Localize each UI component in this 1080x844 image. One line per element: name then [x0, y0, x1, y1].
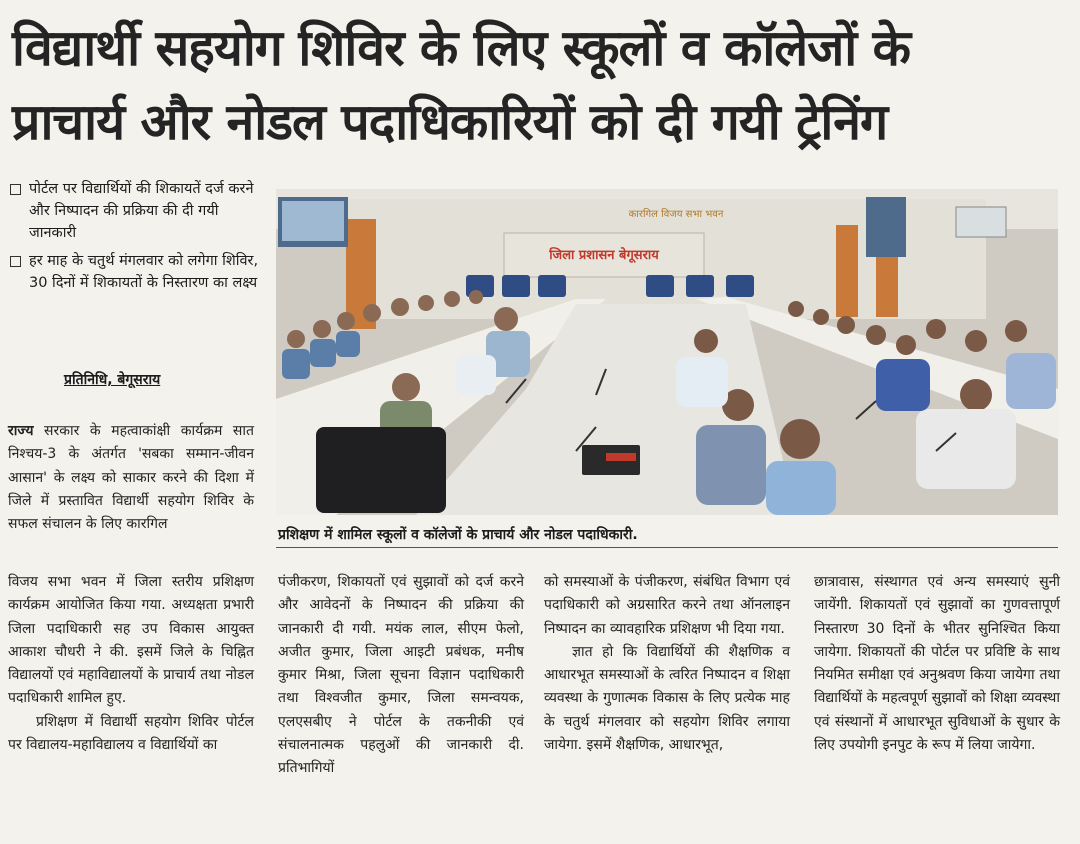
lead-word: राज्य — [8, 423, 34, 439]
headline-line-2: प्राचार्य और नोडल पदाधिकारियों को दी गयी ट्रेनिंग — [12, 93, 888, 151]
article-col-4 — [814, 571, 1060, 757]
photo-wall-text: कारगिल विजय सभा भवन — [628, 209, 724, 220]
highlight-item — [8, 250, 270, 294]
article-text: पंजीकरण, शिकायतों एवं सुझावों को दर्ज करने और आवेदनों के निष्पादन की प्रक्रिया की जानकारी दी गयी. मयंक लाल, सीएम फेलो, अजीत कुमार, जिला आइटी प्रबंधक, मनीष कुमार मिश्रा, जिला सूचना विज्ञान पदाधिकारी तथा विश्वजीत कुमार, जिला समन्वयक, एलएसबीए ने पोर्टल के तकनीकी एवं संचालनात्मक पहलुओं की जानकारी दी. प्रतिभागियों — [278, 574, 524, 777]
byline: प्रतिनिधि, बेगूसराय — [64, 372, 161, 388]
headline-line-1: विद्यार्थी सहयोग शिविर के लिए स्कूलों व कॉलेजों के — [12, 19, 911, 77]
photo-banner-text: जिला प्रशासन बेगूसराय — [549, 248, 659, 263]
news-photo — [276, 189, 1058, 515]
caption-divider — [276, 547, 1058, 548]
article-text: सरकार के महत्वाकांक्षी कार्यक्रम सात निश्चय-3 के अंतर्गत 'सबका सम्मान-जीवन आसान' के लक्ष्य को साकार करने की दिशा में जिले में प्रस्तावित विद्यार्थी सहयोग शिविर के सफल संचालन के लिए कारगिल — [8, 423, 254, 533]
article-col-1-bottom — [8, 571, 254, 757]
article-text: को समस्याओं के पंजीकरण, संबंधित विभाग एवं पदाधिकारी को अग्रसारित करने तथा ऑनलाइन निष्पादन का व्यावहारिक प्रशिक्षण भी दिया गया. — [544, 574, 790, 637]
highlights — [8, 178, 270, 300]
highlight-text: हर माह के चतुर्थ मंगलवार को लगेगा शिविर, 30 दिनों में शिकायतों के निस्तारण का लक्ष्य — [29, 253, 259, 291]
article-col-1-top — [8, 420, 254, 536]
square-bullet-icon — [10, 184, 21, 195]
article-text: छात्रावास, संस्थागत एवं अन्य समस्याएं सुनी जायेंगी. शिकायतों एवं सुझावों का गुणवत्तापूर्ण निस्तारण 30 दिनों के भीतर सुनिश्चित किया जायेगा. शिकायतों की पोर्टल पर प्रविष्टि के साथ नियमित समीक्षा एवं अनुश्रवण किया जायेगा तथा विद्यार्थियों के महत्वपूर्ण सुझावों को शिक्षा व्यवस्था एवं संस्थानों में आधारभूत सुविधाओं के सुधार के लिए उपयोगी इनपुट के रूप में लिया जायेगा. — [814, 574, 1060, 754]
article-text: ज्ञात हो कि विद्यार्थियों की शैक्षणिक व आधारभूत समस्याओं के त्वरित निष्पादन व शिक्षा व्यवस्था के गुणात्मक विकास के लिए प्रत्येक माह के चतुर्थ मंगलवार को सहयोग शिविर लगाया जायेगा. इसमें शैक्षणिक, आधारभूत, — [544, 643, 790, 754]
highlight-item — [8, 178, 270, 244]
article-col-2 — [278, 571, 524, 781]
meeting-hall-photo — [276, 189, 1058, 515]
highlight-text: पोर्टल पर विद्यार्थियों की शिकायतें दर्ज करने और निष्पादन की प्रक्रिया की दी गयी जानकारी — [29, 181, 254, 241]
article-text: विजय सभा भवन में जिला स्तरीय प्रशिक्षण कार्यक्रम आयोजित किया गया. अध्यक्षता प्रभारी जिला पदाधिकारी सह उप विकास आयुक्त आकाश चौधरी ने की. इसमें जिले के चिह्नित विद्यालयों एवं महाविद्यालयों के प्राचार्य तथा नोडल पदाधिकारी शामिल हुए. — [8, 574, 254, 707]
article-text: प्रशिक्षण में विद्यार्थी सहयोग शिविर पोर्टल पर विद्यालय-महाविद्यालय व विद्यार्थियों का — [8, 713, 254, 754]
article-col-3 — [544, 571, 790, 757]
square-bullet-icon — [10, 256, 21, 267]
photo-caption: प्रशिक्षण में शामिल स्कूलों व कॉलेजों के प्राचार्य और नोडल पदाधिकारी. — [278, 527, 638, 543]
